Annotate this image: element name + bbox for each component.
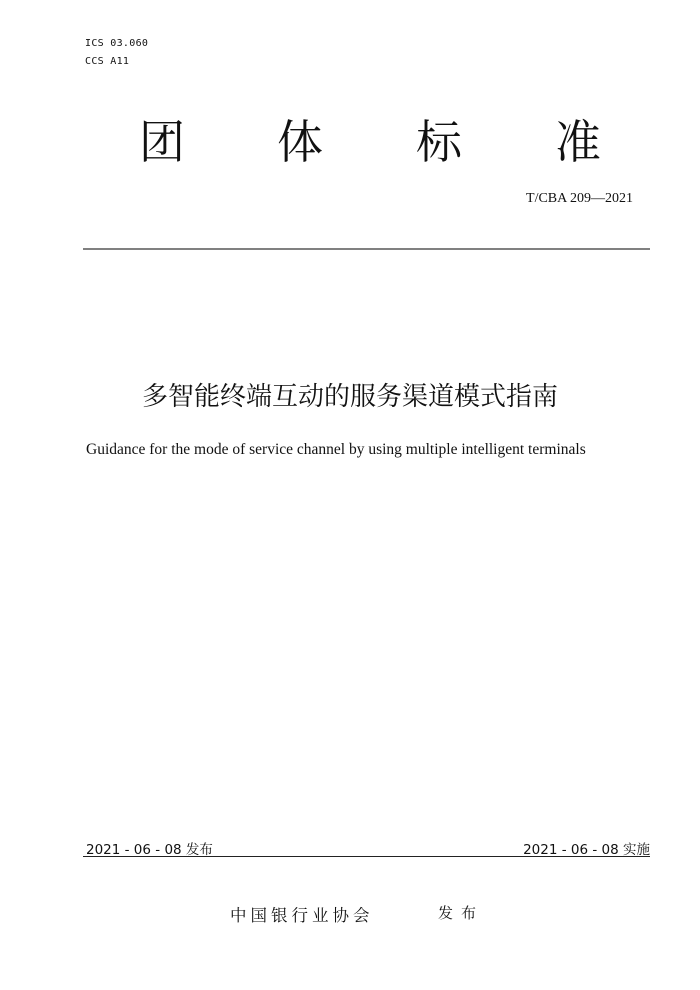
effective-date: 2021 - 06 - 08 实施 bbox=[523, 842, 650, 858]
standard-type-char: 体 bbox=[277, 115, 323, 169]
issuing-organization: 中国银行业协会 bbox=[230, 906, 374, 925]
standard-type-char: 标 bbox=[416, 115, 462, 169]
ics-code: ICS 03.060 bbox=[85, 38, 149, 49]
ccs-code: CCS A11 bbox=[85, 56, 130, 67]
footer-divider bbox=[83, 856, 650, 857]
issue-label: 发布 bbox=[438, 904, 485, 922]
publish-date: 2021 - 06 - 08 发布 bbox=[86, 842, 213, 858]
standard-number: T/CBA 209—2021 bbox=[526, 191, 633, 206]
standard-type-char: 团 bbox=[139, 115, 185, 169]
standard-type-char: 准 bbox=[555, 115, 601, 169]
document-title-zh: 多智能终端互动的服务渠道模式指南 bbox=[141, 382, 558, 412]
header-divider bbox=[83, 248, 650, 250]
document-title-en: Guidance for the mode of service channel by using multiple intelligent terminals bbox=[86, 441, 586, 458]
